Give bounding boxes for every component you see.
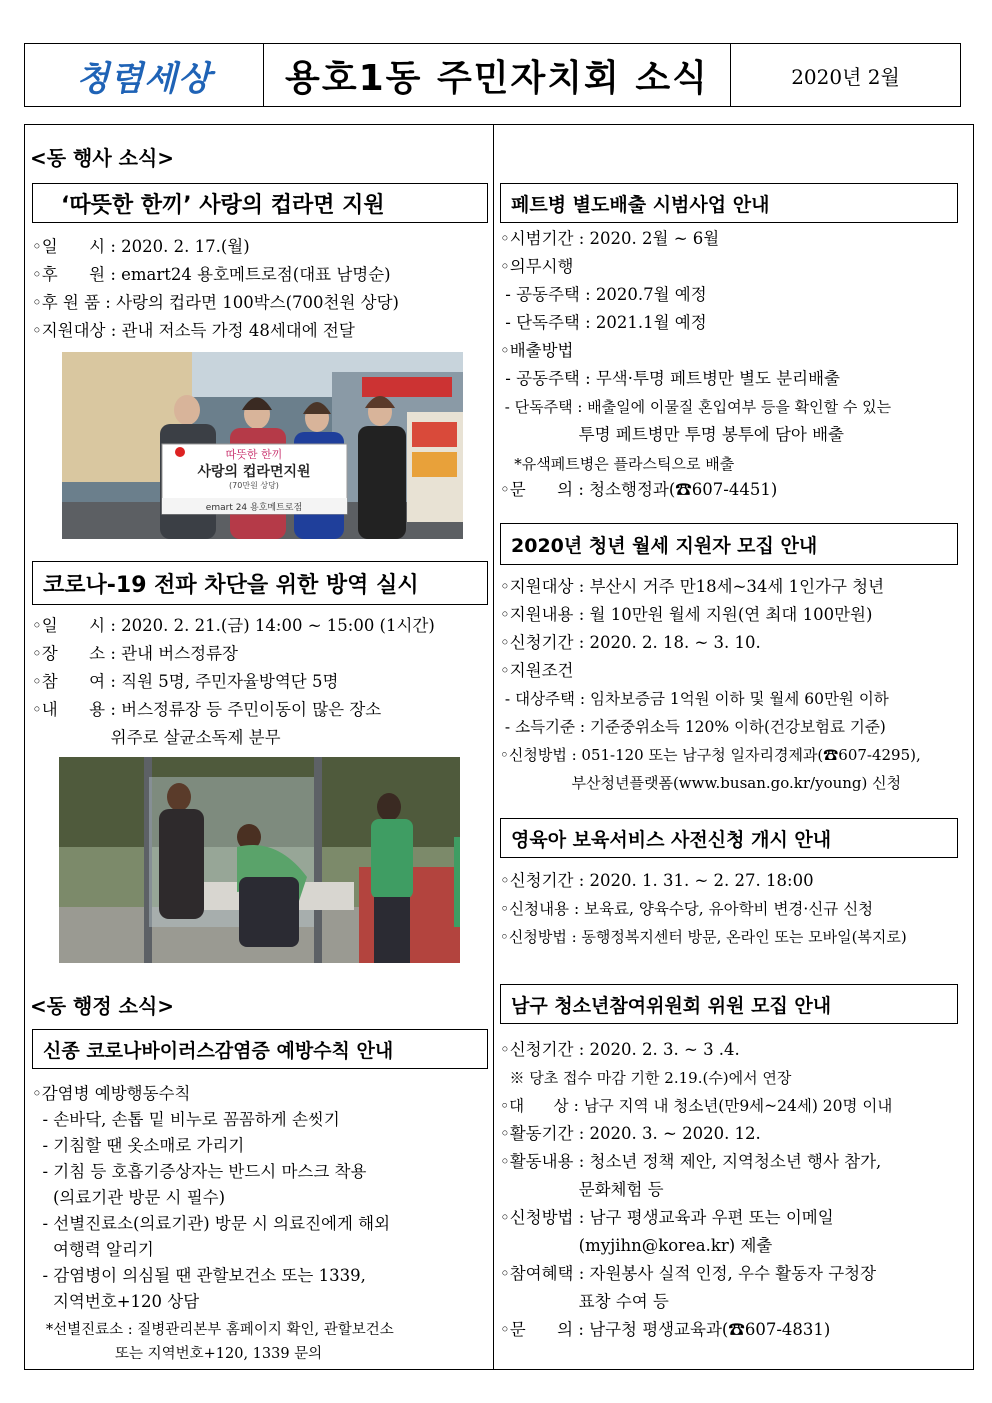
prevention-line: 여행력 알리기 xyxy=(32,1240,154,1259)
youth-committee-title: 남구 청소년참여위원회 위원 모집 안내 xyxy=(511,994,832,1017)
ramen-line: ◦지원대상 : 관내 저소득 가정 48세대에 전달 xyxy=(32,321,355,340)
youth-committee-title-box xyxy=(500,984,958,1024)
covid-line: ◦참 여 : 직원 5명, 주민자율방역단 5명 xyxy=(32,672,339,691)
pet-line: ◦배출방법 xyxy=(500,341,574,360)
covid-title: 코로나-19 전파 차단을 위한 방역 실시 xyxy=(43,572,419,598)
pet-line: - 단독주택 : 배출일에 이물질 혼입여부 등을 확인할 수 있는 xyxy=(500,398,892,416)
youth-rent-title: 2020년 청년 월세 지원자 모집 안내 xyxy=(511,534,818,557)
prevention-line: - 기침 등 호흡기증상자는 반드시 마스크 착용 xyxy=(32,1162,367,1181)
prevention-line: ◦감염병 예방행동수칙 xyxy=(32,1084,191,1103)
logo xyxy=(76,51,211,100)
pet-line: ◦의무시행 xyxy=(500,257,574,276)
header-title-cell xyxy=(263,43,731,107)
pet-line: ◦문 의 : 청소행정과(☎607-4451) xyxy=(500,480,778,499)
youth-committee-line: ◦신청기간 : 2020. 2. 3. ~ 3 .4. xyxy=(500,1040,740,1059)
pet-line: ◦시범기간 : 2020. 2월 ~ 6월 xyxy=(500,229,720,248)
pet-line: - 공동주택 : 무색·투명 페트병만 별도 분리배출 xyxy=(500,369,840,388)
pet-title-box xyxy=(500,183,958,223)
prevention-line: - 감염병이 의심될 땐 관할보건소 또는 1339, xyxy=(32,1266,366,1285)
youth-committee-line: (myjihn@korea.kr) 제출 xyxy=(500,1236,773,1255)
youth-committee-line: ◦참여혜택 : 자원봉사 실적 인정, 우수 활동자 구청장 xyxy=(500,1264,877,1283)
childcare-line: ◦신청내용 : 보육료, 양육수당, 유아학비 변경·신규 신청 xyxy=(500,900,874,918)
covid-line: ◦장 소 : 관내 버스정류장 xyxy=(32,644,238,663)
disinfection-photo xyxy=(59,757,460,963)
youth-rent-line: ◦지원대상 : 부산시 거주 만18세~34세 1인가구 청년 xyxy=(500,577,885,596)
covid-title-box xyxy=(32,561,488,605)
prevention-title-box xyxy=(32,1029,488,1069)
pet-title: 페트병 별도배출 시범사업 안내 xyxy=(511,193,770,216)
donation-photo xyxy=(62,352,463,539)
youth-committee-line: 표창 수여 등 xyxy=(500,1292,669,1311)
section-events-heading: <동 행사 소식> xyxy=(30,146,175,170)
covid-line: ◦내 용 : 버스정류장 등 주민이동이 많은 장소 xyxy=(32,700,382,719)
banner-line3: (70만원 상당) xyxy=(229,481,279,490)
ramen-line: ◦일 시 : 2020. 2. 17.(월) xyxy=(32,237,250,256)
prevention-note: *선별진료소 : 질병관리본부 홈페이지 확인, 관할보건소 xyxy=(32,1322,394,1338)
ramen-line: ◦후 원 품 : 사랑의 컵라면 100박스(700천원 상당) xyxy=(32,293,399,312)
youth-committee-line: 문화체험 등 xyxy=(500,1180,664,1199)
logo-text: 청렴세상 xyxy=(76,58,212,99)
youth-committee-line: ◦문 의 : 남구청 평생교육과(☎607-4831) xyxy=(500,1320,831,1339)
youth-committee-line: ◦활동내용 : 청소년 정책 제안, 지역청소년 행사 참가, xyxy=(500,1152,882,1171)
pet-line: - 단독주택 : 2021.1월 예정 xyxy=(500,313,707,332)
prevention-line: - 선별진료소(의료기관) 방문 시 의료진에게 해외 xyxy=(32,1214,391,1233)
childcare-title: 영육아 보육서비스 사전신청 개시 안내 xyxy=(511,828,832,851)
ramen-title: ‘따뜻한 한끼’ 사랑의 컵라면 지원 xyxy=(61,192,385,218)
banner-line1: 따뜻한 한끼 xyxy=(225,448,283,461)
youth-rent-line: - 소득기준 : 기준중위소득 120% 이하(건강보험료 기준) xyxy=(500,718,886,736)
header-logo-cell xyxy=(24,43,264,107)
youth-rent-line: ◦신청기간 : 2020. 2. 18. ~ 3. 10. xyxy=(500,633,761,652)
youth-rent-line: ◦지원내용 : 월 10만원 월세 지원(연 최대 100만원) xyxy=(500,605,873,624)
ramen-line: ◦후 원 : emart24 용호메트로점(대표 남명순) xyxy=(32,265,391,284)
childcare-line: ◦신청기간 : 2020. 1. 31. ~ 2. 27. 18:00 xyxy=(500,871,814,890)
youth-committee-line: ◦신청방법 : 남구 평생교육과 우편 또는 이메일 xyxy=(500,1208,834,1227)
pet-line: - 공동주택 : 2020.7월 예정 xyxy=(500,285,707,304)
prevention-line: - 손바닥, 손톱 밑 비누로 꼼꼼하게 손씻기 xyxy=(32,1110,340,1129)
childcare-title-box xyxy=(500,818,958,858)
youth-committee-note: ※ 당초 접수 마감 기한 2.19.(수)에서 연장 xyxy=(500,1069,792,1087)
youth-rent-line: ◦지원조건 xyxy=(500,661,574,680)
childcare-line: ◦신청방법 : 동행정복지센터 방문, 온라인 또는 모바일(복지로) xyxy=(500,928,907,946)
banner-line2: 사랑의 컵라면지원 xyxy=(197,464,311,480)
column-divider xyxy=(493,124,494,1370)
youth-committee-line: ◦대 상 : 남구 지역 내 청소년(만9세~24세) 20명 이내 xyxy=(500,1097,893,1115)
youth-committee-line: ◦활동기간 : 2020. 3. ~ 2020. 12. xyxy=(500,1124,761,1143)
banner-footer: emart 24 용호메트로점 xyxy=(205,503,303,513)
youth-rent-line: - 대상주택 : 임차보증금 1억원 이하 및 월세 60만원 이하 xyxy=(500,690,889,708)
prevention-line: 지역번호+120 상담 xyxy=(32,1292,200,1311)
youth-rent-title-box xyxy=(500,523,958,565)
pet-note: *유색페트병은 플라스틱으로 배출 xyxy=(500,455,735,473)
ramen-title-box xyxy=(32,183,488,223)
covid-line: 위주로 살균소독제 분무 xyxy=(32,728,281,747)
section-admin-heading: <동 행정 소식> xyxy=(30,994,175,1018)
page-title: 용호1동 주민자치회 소식 xyxy=(285,57,709,99)
youth-rent-line: 부산청년플랫폼(www.busan.go.kr/young) 신청 xyxy=(500,774,902,792)
prevention-title: 신종 코로나바이러스감염증 예방수칙 안내 xyxy=(43,1039,394,1062)
youth-rent-line: ◦신청방법 : 051-120 또는 남구청 일자리경제과(☎607-4295), xyxy=(500,746,921,764)
prevention-line: (의료기관 방문 시 필수) xyxy=(32,1188,226,1207)
header-date-cell xyxy=(730,43,961,107)
covid-line: ◦일 시 : 2020. 2. 21.(금) 14:00 ~ 15:00 (1시간) xyxy=(32,616,435,635)
issue-date: 2020년 2월 xyxy=(791,64,900,89)
prevention-line: - 기침할 땐 옷소매로 가리기 xyxy=(32,1136,245,1155)
prevention-note: 또는 지역번호+120, 1339 문의 xyxy=(32,1346,323,1362)
pet-line: 투명 페트병만 투명 봉투에 담아 배출 xyxy=(500,425,844,444)
